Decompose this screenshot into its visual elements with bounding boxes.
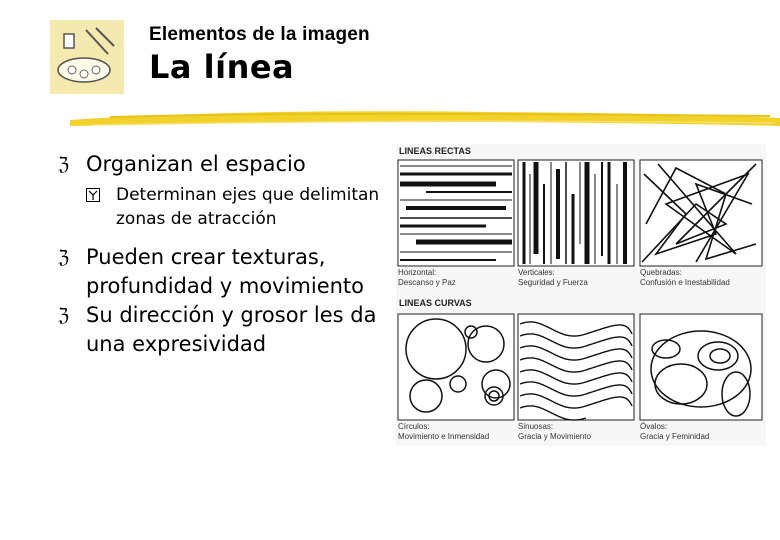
page-subtitle: Elementos de la imagen [149, 24, 370, 45]
heading-lineas-rectas: LINEAS RECTAS [399, 146, 471, 156]
caption-vertical-name: Verticales: [518, 268, 555, 277]
caption-broken-meaning: Confusión e Inestabilidad [640, 278, 730, 287]
brush-stroke-divider [70, 104, 780, 130]
panel-ovals [640, 314, 762, 420]
panel-horizontal-lines [398, 160, 514, 266]
panel-broken-lines [640, 160, 762, 266]
bullet-item [58, 243, 388, 301]
bullet-marker-icon: ℨ [58, 154, 70, 175]
caption-sinuous-name: Sinuosas: [518, 422, 554, 431]
checkbox-marker-icon [86, 188, 100, 202]
caption-broken-name: Quebradas: [640, 268, 682, 277]
bullet-marker-icon: ℨ [58, 247, 70, 268]
caption-horizontal-meaning: Descanso y Paz [398, 278, 456, 287]
caption-ovals-meaning: Gracia y Feminidad [640, 432, 710, 441]
panel-circles [398, 314, 514, 420]
panel-sinuous-lines [518, 314, 634, 420]
caption-ovals-name: Óvalos: [640, 422, 668, 431]
caption-sinuous-meaning: Gracia y Movimiento [518, 432, 591, 441]
caption-circles-meaning: Movimiento e Inmensidad [398, 432, 490, 441]
bullet-marker-icon: ℨ [58, 305, 70, 326]
paint-palette-icon [50, 20, 124, 94]
bullet-text: Pueden crear texturas, profundidad y movimiento [86, 245, 365, 298]
bullet-text: Organizan el espacio [86, 152, 306, 176]
bullet-item [58, 301, 388, 359]
bullet-list [58, 150, 388, 359]
bullet-item [58, 150, 388, 179]
sub-bullet-text: Determinan ejes que delimitan zonas de atracción [116, 185, 380, 229]
line-types-figure [396, 144, 766, 446]
sub-bullet-item [58, 183, 388, 231]
heading-lineas-curvas: LINEAS CURVAS [399, 298, 472, 308]
caption-circles-name: Círculos: [398, 422, 430, 431]
caption-vertical-meaning: Seguridad y Fuerza [518, 278, 588, 287]
caption-horizontal-name: Horizontal: [398, 268, 437, 277]
panel-vertical-lines [518, 160, 634, 266]
bullet-text: Su dirección y grosor les da una expresividad [86, 303, 377, 356]
page-title: La línea [149, 48, 295, 86]
